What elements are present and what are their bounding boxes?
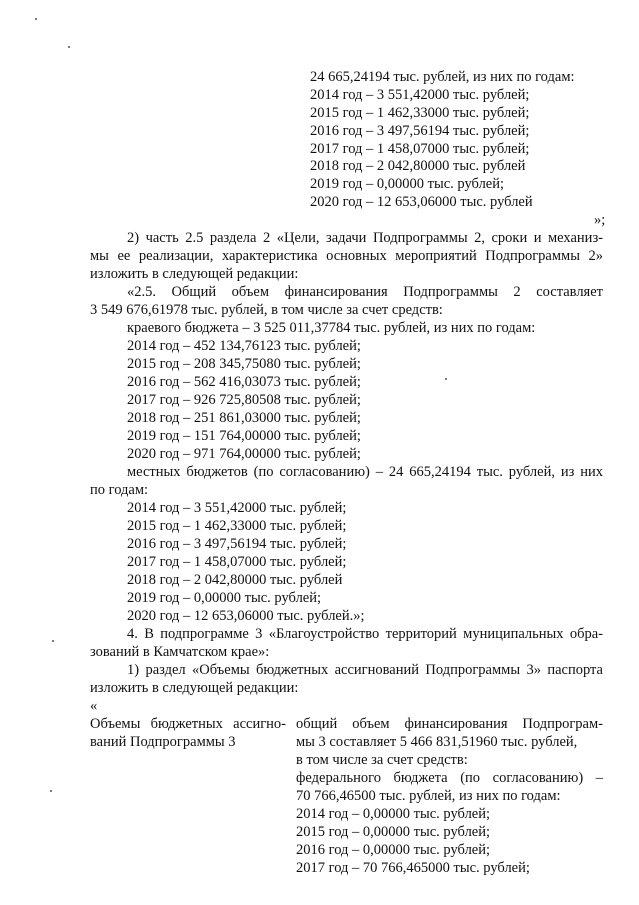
year-line: 2016 год – 3 497,56194 тыс. рублей; bbox=[127, 536, 347, 552]
paragraph-line: 2) часть 2.5 раздела 2 «Цели, задачи Подпрограммы 2, сроки и механиз- bbox=[127, 230, 603, 246]
table-value-line: федерального бюджета (по согласованию) – bbox=[296, 770, 603, 786]
paragraph-line: изложить в следующей редакции: bbox=[90, 680, 299, 696]
year-line: 2017 год – 926 725,80508 тыс. рублей; bbox=[127, 392, 361, 408]
text-line: 2020 год – 12 653,06000 тыс. рублей bbox=[310, 194, 533, 210]
scan-speck bbox=[445, 378, 447, 380]
text-line: 2017 год – 1 458,07000 тыс. рублей; bbox=[310, 141, 530, 157]
year-line: 2017 год – 70 766,465000 тыс. рублей; bbox=[296, 860, 530, 876]
text-line: 2016 год – 3 497,56194 тыс. рублей; bbox=[310, 123, 530, 139]
year-line: 2018 год – 2 042,80000 тыс. рублей bbox=[127, 572, 343, 588]
year-line: 2019 год – 151 764,00000 тыс. рублей; bbox=[127, 428, 361, 444]
year-line: 2014 год – 3 551,42000 тыс. рублей; bbox=[127, 500, 347, 516]
opening-quote: « bbox=[90, 698, 98, 714]
scan-speck bbox=[35, 18, 37, 20]
text-line: 24 665,24194 тыс. рублей, из них по годам: bbox=[310, 69, 575, 85]
paragraph-line: 4. В подпрограмме 3 «Благоустройство территорий муниципальных обра- bbox=[127, 626, 603, 642]
table-label: Объемы бюджетных ассигно- bbox=[90, 716, 286, 732]
paragraph-line: изложить в следующей редакции: bbox=[90, 266, 299, 282]
year-line: 2015 год – 1 462,33000 тыс. рублей; bbox=[127, 518, 347, 534]
text-line: 2015 год – 1 462,33000 тыс. рублей; bbox=[310, 105, 530, 121]
paragraph-line: мы ее реализации, характеристика основных мероприятий Подпрограммы 2» bbox=[90, 248, 603, 264]
table-value-line: в том числе за счет средств: bbox=[296, 752, 468, 768]
paragraph-line: по годам: bbox=[90, 482, 149, 498]
scan-speck bbox=[50, 790, 52, 792]
paragraph-line: местных бюджетов (по согласованию) – 24 665,24194 тыс. рублей, из них bbox=[127, 464, 603, 480]
year-line: 2015 год – 208 345,75080 тыс. рублей; bbox=[127, 356, 361, 372]
paragraph-line: краевого бюджета – 3 525 011,37784 тыс. рублей, из них по годам: bbox=[127, 320, 536, 336]
table-value-line: 70 766,46500 тыс. рублей, из них по годам: bbox=[296, 788, 561, 804]
text-line: 2018 год – 2 042,80000 тыс. рублей bbox=[310, 158, 526, 174]
text-line: 2014 год – 3 551,42000 тыс. рублей; bbox=[310, 87, 530, 103]
paragraph-line: «2.5. Общий объем финансирования Подпрограммы 2 составляет bbox=[127, 284, 603, 300]
year-line: 2014 год – 0,00000 тыс. рублей; bbox=[296, 806, 491, 822]
year-line: 2016 год – 0,00000 тыс. рублей; bbox=[296, 842, 491, 858]
paragraph-line: 3 549 676,61978 тыс. рублей, в том числе за счет средств: bbox=[90, 302, 443, 318]
year-line: 2020 год – 971 764,00000 тыс. рублей; bbox=[127, 446, 361, 462]
closing-quote: »; bbox=[594, 212, 606, 228]
year-line: 2019 год – 0,00000 тыс. рублей; bbox=[127, 590, 322, 606]
table-label: ваний Подпрограммы 3 bbox=[90, 734, 236, 750]
table-value-line: мы 3 составляет 5 466 831,51960 тыс. рублей, bbox=[296, 734, 578, 750]
paragraph-line: зований в Камчатском крае»: bbox=[90, 644, 270, 660]
year-line: 2017 год – 1 458,07000 тыс. рублей; bbox=[127, 554, 347, 570]
year-line: 2016 год – 562 416,03073 тыс. рублей; bbox=[127, 374, 361, 390]
year-line: 2018 год – 251 861,03000 тыс. рублей; bbox=[127, 410, 361, 426]
year-line: 2015 год – 0,00000 тыс. рублей; bbox=[296, 824, 491, 840]
scan-speck bbox=[52, 640, 54, 642]
year-line: 2020 год – 12 653,06000 тыс. рублей.»; bbox=[127, 608, 365, 624]
scan-speck bbox=[68, 46, 70, 48]
year-line: 2014 год – 452 134,76123 тыс. рублей; bbox=[127, 338, 361, 354]
text-line: 2019 год – 0,00000 тыс. рублей; bbox=[310, 176, 505, 192]
table-value-line: общий объем финансирования Подпрограм- bbox=[296, 716, 603, 732]
paragraph-line: 1) раздел «Объемы бюджетных ассигнований Подпрограммы 3» паспорта bbox=[127, 662, 603, 678]
